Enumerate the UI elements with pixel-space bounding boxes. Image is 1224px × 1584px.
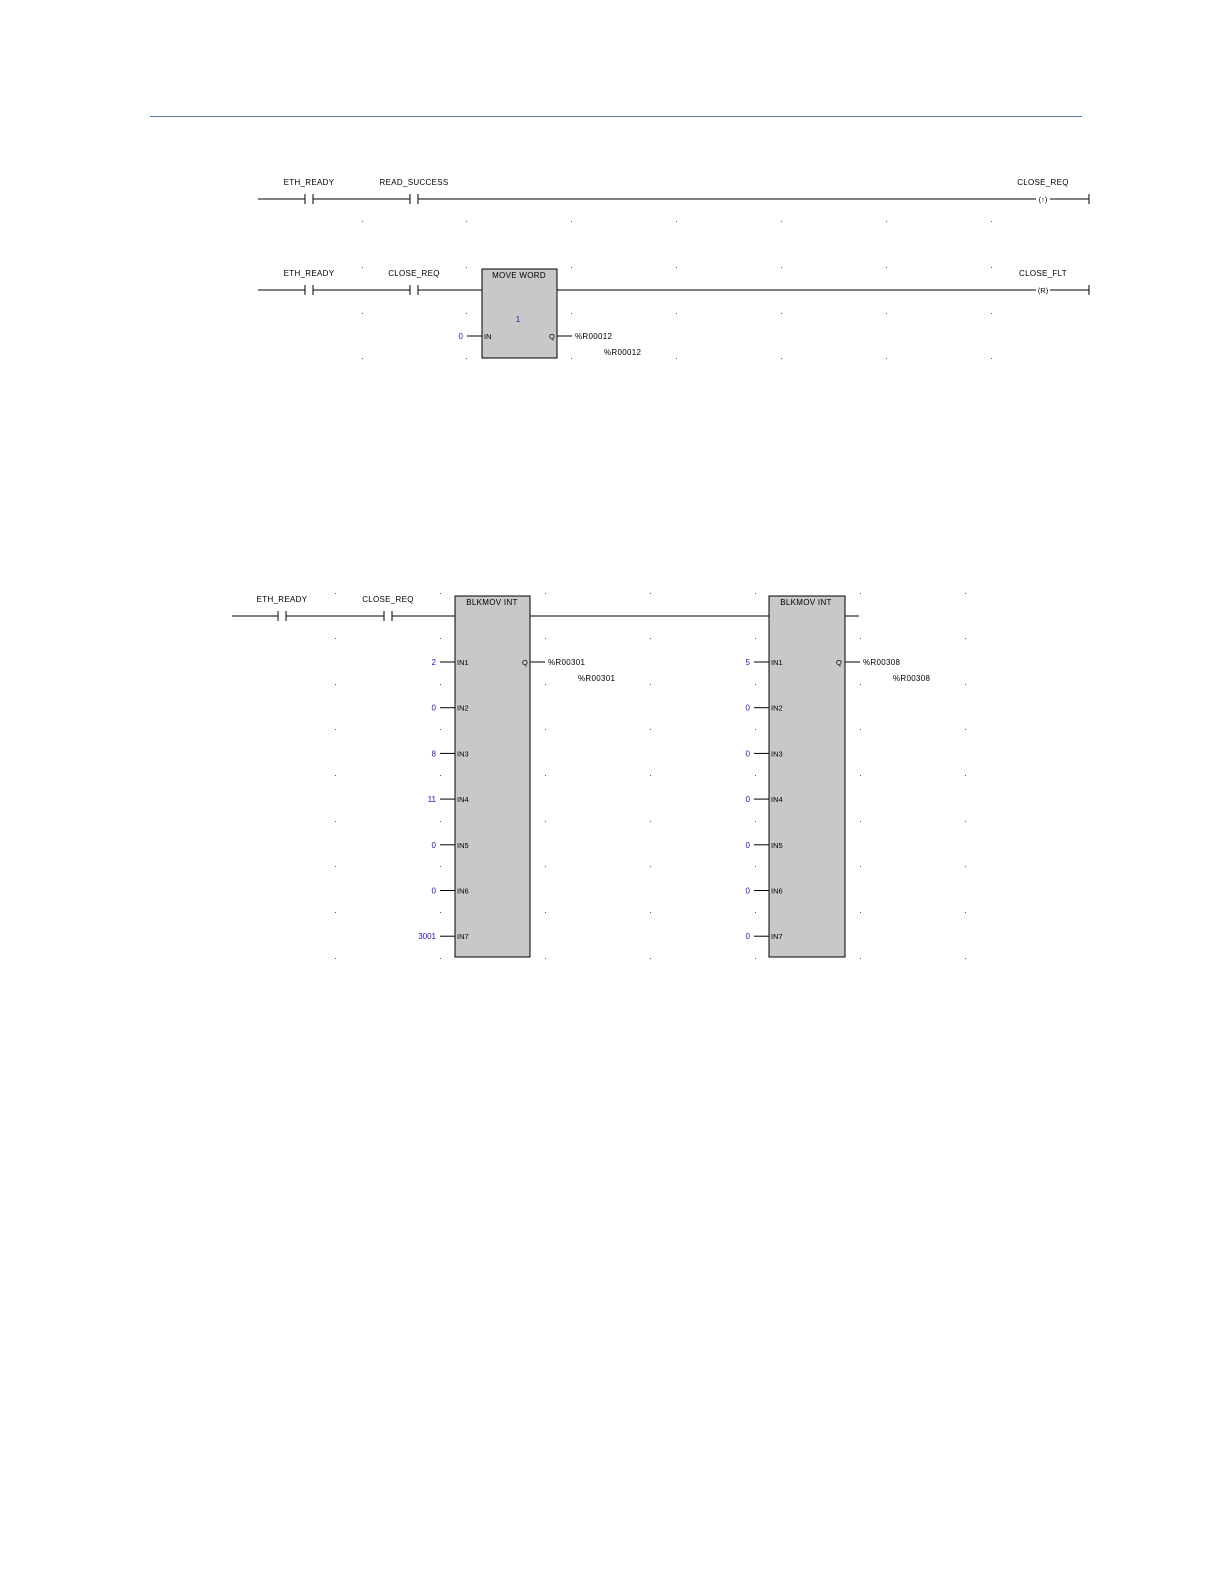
grid-dot: [781, 358, 782, 359]
blkmov1-input-value[interactable]: 2: [431, 658, 436, 667]
grid-dot: [860, 775, 861, 776]
grid-dot: [676, 358, 677, 359]
blkmov1-input-value[interactable]: 0: [431, 840, 436, 850]
grid-dot: [440, 866, 441, 867]
grid-dot: [991, 313, 992, 314]
move-word-title: MOVE WORD: [492, 271, 546, 280]
grid-dot: [860, 958, 861, 959]
move-word-in-value[interactable]: 0: [458, 332, 463, 341]
grid-dot: [755, 684, 756, 685]
grid-dot: [755, 638, 756, 639]
grid-dot: [886, 358, 887, 359]
blkmov1-input-pin: IN4: [457, 795, 469, 805]
move-word-out-nickname: %R00012: [604, 348, 642, 357]
rung3-contact2-label: CLOSE_REQ: [362, 595, 414, 604]
rung2-contact1-label: ETH_READY: [283, 269, 335, 278]
grid-dot: [440, 593, 441, 594]
blkmov2-input-pin: IN1: [771, 658, 783, 667]
grid-dot: [335, 729, 336, 730]
grid-dot: [781, 267, 782, 268]
move-word-length: 1: [515, 315, 521, 324]
blkmov2-title: BLKMOV INT: [780, 598, 832, 607]
blkmov1-input-pin: IN1: [457, 658, 469, 667]
blkmov2-input-pin: IN4: [771, 795, 783, 805]
rung1-coil-label: CLOSE_REQ: [1017, 178, 1069, 187]
grid-dot: [860, 638, 861, 639]
grid-dot: [755, 866, 756, 867]
blkmov1-title: BLKMOV INT: [466, 598, 518, 607]
grid-dot: [965, 593, 966, 594]
move-word-block[interactable]: [482, 269, 557, 358]
grid-dot: [991, 221, 992, 222]
grid-dot: [440, 638, 441, 639]
grid-dot: [335, 958, 336, 959]
grid-dot: [335, 684, 336, 685]
grid-dot: [650, 638, 651, 639]
grid-dot: [755, 729, 756, 730]
grid-dot: [755, 912, 756, 913]
grid-dot: [362, 313, 363, 314]
grid-dot: [650, 593, 651, 594]
grid-dot: [755, 958, 756, 959]
rung-1: [258, 178, 1089, 204]
blkmov1-out-nickname: %R00301: [578, 674, 616, 683]
rung2-contact2-label: CLOSE_REQ: [388, 269, 440, 278]
grid-dot: [545, 684, 546, 685]
grid-dot: [335, 593, 336, 594]
grid-dot: [650, 729, 651, 730]
grid-dot: [650, 684, 651, 685]
blkmov1-input-value[interactable]: 0: [431, 703, 436, 713]
rung-2: [258, 269, 1089, 358]
grid-dot: [965, 958, 966, 959]
grid-dot: [886, 221, 887, 222]
grid-dot: [545, 593, 546, 594]
grid-dot: [650, 912, 651, 913]
positive-transition-coil[interactable]: (↑): [1038, 195, 1048, 204]
contact-eth-ready[interactable]: [305, 194, 313, 204]
grid-dot: [545, 912, 546, 913]
rung2-coil-label: CLOSE_FLT: [1019, 269, 1067, 278]
grid-dot: [545, 638, 546, 639]
grid-dot: [860, 593, 861, 594]
contact-close-req[interactable]: [384, 611, 392, 621]
grid-dot: [965, 684, 966, 685]
grid-dot: [335, 638, 336, 639]
grid-dot: [650, 958, 651, 959]
grid-dot: [965, 775, 966, 776]
blkmov1-out-ref[interactable]: %R00301: [548, 658, 586, 667]
grid-dot: [886, 313, 887, 314]
grid-dot: [676, 221, 677, 222]
blkmov-int-block-2[interactable]: [769, 596, 845, 957]
grid-dot: [571, 267, 572, 268]
blkmov2-input-pin: IN5: [771, 840, 783, 850]
contact-eth-ready[interactable]: [278, 611, 286, 621]
blkmov2-out-nickname: %R00308: [893, 674, 931, 683]
blkmov2-input-value[interactable]: 0: [745, 840, 750, 850]
blkmov2-input-pin: IN2: [771, 703, 783, 713]
rung3-contact1-label: ETH_READY: [256, 595, 308, 604]
grid-dot: [362, 221, 363, 222]
blkmov2-input-pin: IN7: [771, 932, 783, 942]
contact-read-success[interactable]: [410, 194, 418, 204]
blkmov2-input-value[interactable]: 0: [745, 932, 750, 942]
grid-dot: [650, 775, 651, 776]
grid-dot: [440, 684, 441, 685]
grid-dot: [335, 775, 336, 776]
grid-dot: [545, 729, 546, 730]
blkmov1-input-value[interactable]: 11: [427, 795, 436, 805]
grid-dot: [965, 866, 966, 867]
grid-dot: [886, 267, 887, 268]
blkmov2-q-pin: Q: [836, 658, 842, 667]
grid-dot: [860, 912, 861, 913]
blkmov2-input-value[interactable]: 0: [745, 795, 750, 805]
grid-dot: [571, 221, 572, 222]
grid-dot: [676, 313, 677, 314]
grid-dot: [755, 593, 756, 594]
blkmov1-q-pin: Q: [522, 658, 528, 667]
grid-dot: [860, 684, 861, 685]
grid-dot: [991, 267, 992, 268]
grid-dot: [571, 358, 572, 359]
grid-dot: [466, 313, 467, 314]
blkmov1-input-value[interactable]: 0: [431, 886, 436, 896]
grid-dot: [545, 775, 546, 776]
grid-dot: [650, 866, 651, 867]
grid-dot: [466, 358, 467, 359]
grid-dot: [362, 267, 363, 268]
grid-dot: [571, 313, 572, 314]
blkmov2-input-value[interactable]: 5: [745, 658, 750, 667]
grid-dot: [545, 821, 546, 822]
grid-dot: [440, 729, 441, 730]
blkmov2-input-value[interactable]: 0: [745, 703, 750, 713]
grid-dot: [860, 866, 861, 867]
move-word-out-ref[interactable]: %R00012: [575, 332, 613, 341]
blkmov2-input-pin: IN3: [771, 749, 783, 759]
blkmov1-input-pin: IN7: [457, 932, 469, 942]
grid-dot: [335, 912, 336, 913]
move-word-in-pin: IN: [484, 332, 492, 341]
contact-eth-ready[interactable]: [305, 285, 313, 295]
rung-3: [232, 595, 930, 957]
grid-dot: [991, 358, 992, 359]
grid-dot: [965, 638, 966, 639]
blkmov1-input-value[interactable]: 3001: [418, 932, 436, 942]
grid-dot: [466, 221, 467, 222]
move-word-q-pin: Q: [549, 332, 555, 341]
blkmov-int-block-1[interactable]: [455, 596, 530, 957]
grid-dot: [965, 912, 966, 913]
blkmov1-input-pin: IN3: [457, 749, 469, 759]
grid-dot: [650, 821, 651, 822]
grid-dot: [440, 775, 441, 776]
grid-dot: [440, 912, 441, 913]
blkmov1-input-pin: IN2: [457, 703, 469, 713]
grid-dot: [860, 821, 861, 822]
grid-dot: [755, 775, 756, 776]
grid-dot: [545, 958, 546, 959]
grid-dot: [335, 821, 336, 822]
grid-dot: [466, 267, 467, 268]
blkmov2-out-ref[interactable]: %R00308: [863, 658, 901, 667]
grid-dot: [440, 958, 441, 959]
reset-coil[interactable]: (R): [1037, 286, 1049, 295]
grid-dot: [755, 821, 756, 822]
grid-dot: [781, 221, 782, 222]
rung1-contact2-label: READ_SUCCESS: [379, 178, 449, 187]
blkmov2-input-value[interactable]: 0: [745, 886, 750, 896]
grid-dot: [545, 866, 546, 867]
grid-dot: [676, 267, 677, 268]
contact-close-req[interactable]: [410, 285, 418, 295]
blkmov1-input-value[interactable]: 8: [431, 749, 436, 759]
grid-dot: [860, 729, 861, 730]
blkmov1-input-pin: IN6: [457, 886, 469, 896]
grid-dot: [440, 821, 441, 822]
grid-dot: [362, 358, 363, 359]
grid-dot: [965, 821, 966, 822]
blkmov2-input-value[interactable]: 0: [745, 749, 750, 759]
grid-dot: [335, 866, 336, 867]
grid-dot: [781, 313, 782, 314]
rung1-contact1-label: ETH_READY: [283, 178, 335, 187]
blkmov1-input-pin: IN5: [457, 840, 469, 850]
blkmov2-input-pin: IN6: [771, 886, 783, 896]
grid-dot: [965, 729, 966, 730]
